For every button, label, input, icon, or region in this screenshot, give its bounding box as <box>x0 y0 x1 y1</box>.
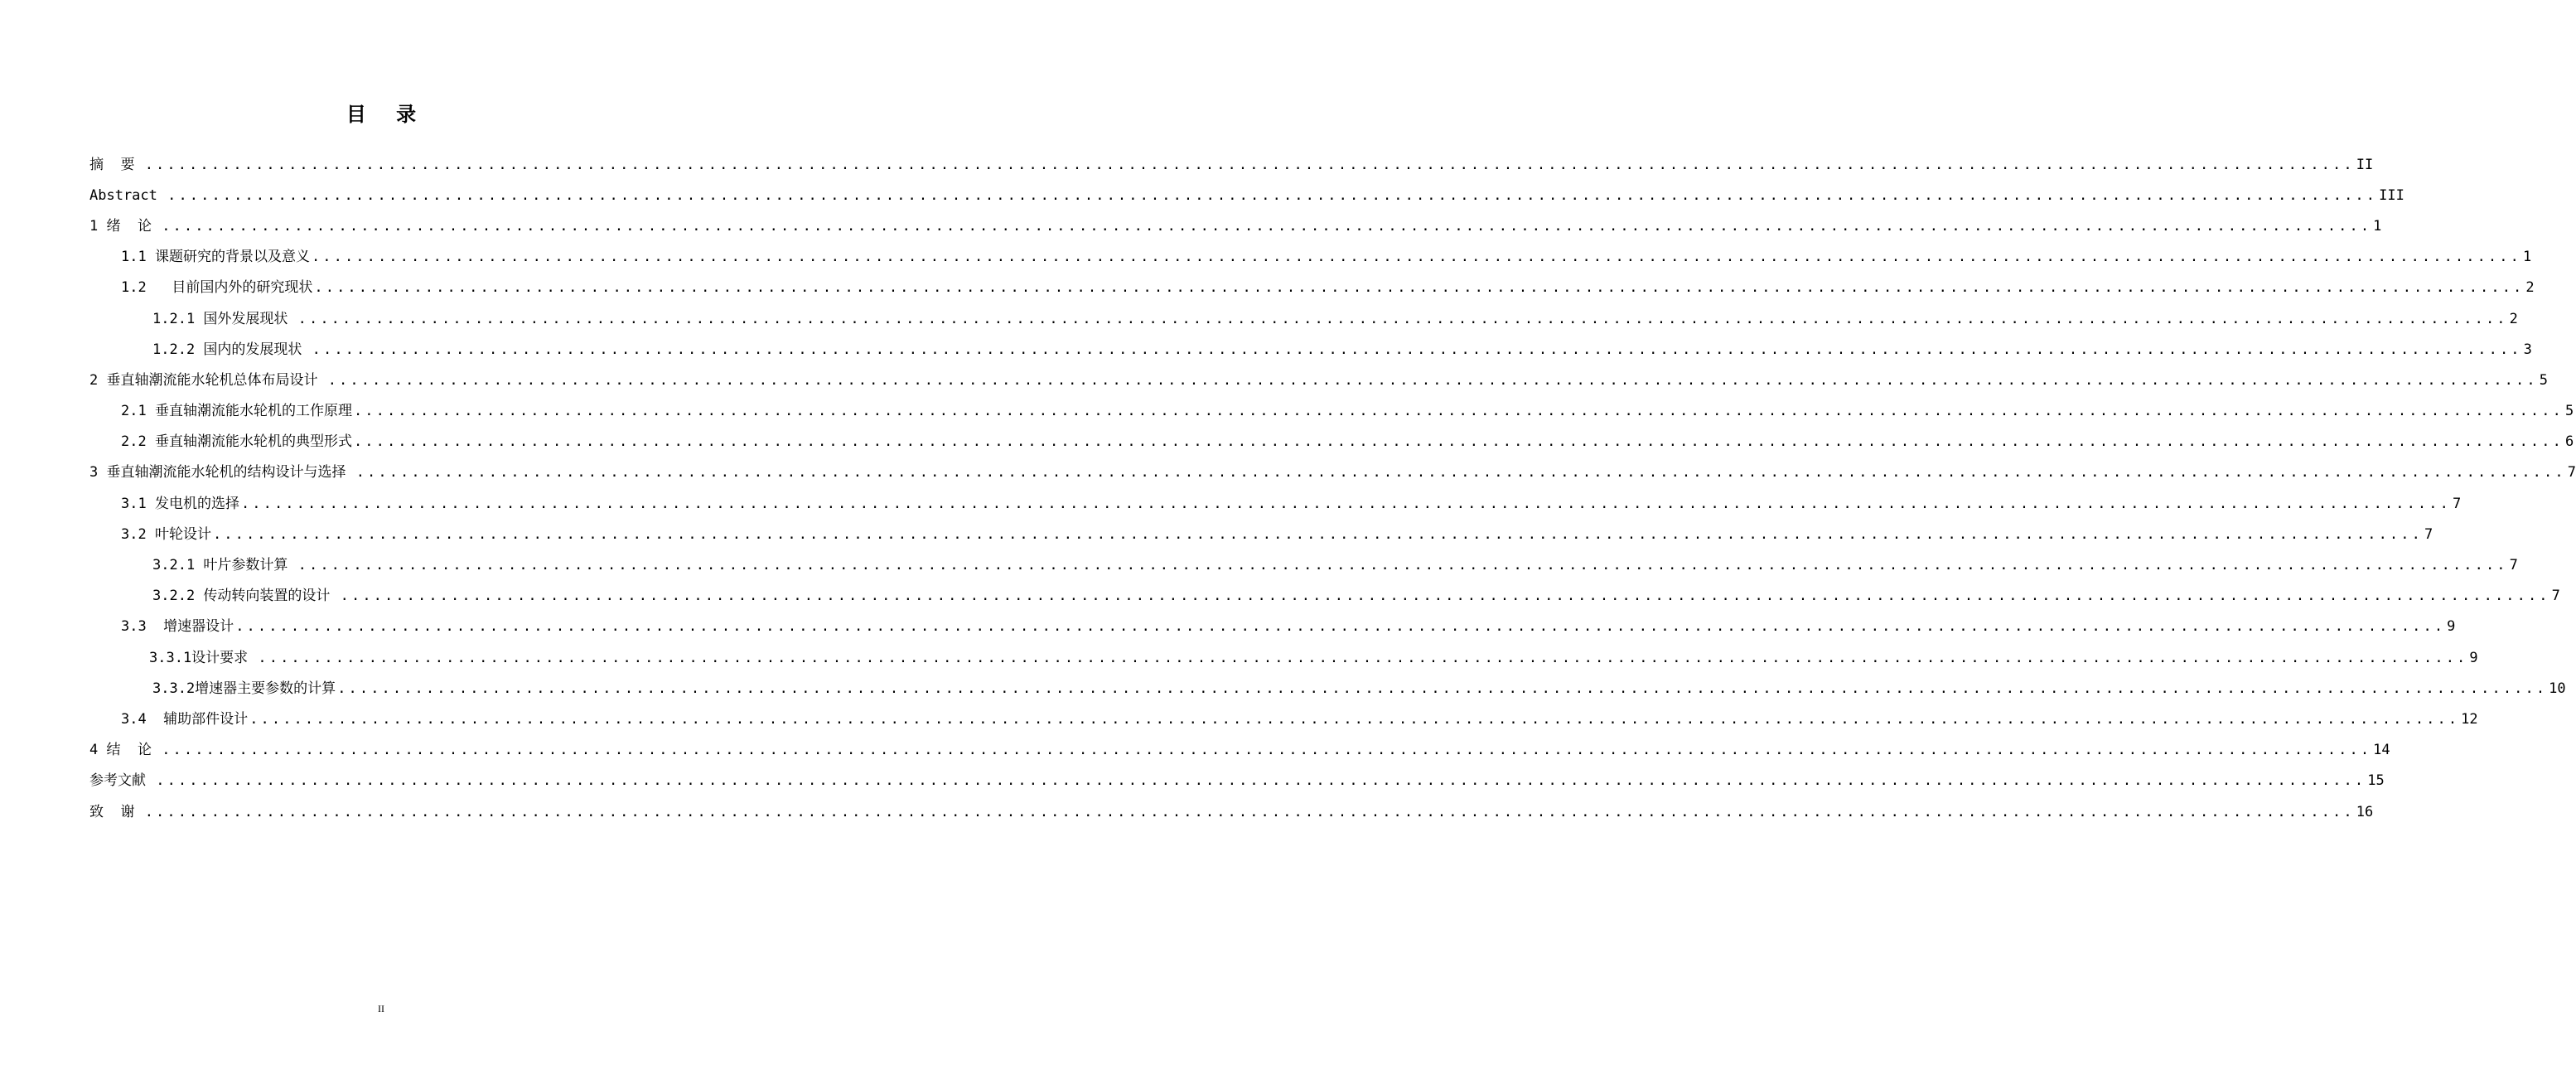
toc-entry-page-number: 2 <box>2525 279 2535 297</box>
toc-entry-page-number: II <box>2356 156 2374 173</box>
toc-entry-label: 3.3 增速器设计 <box>121 618 234 636</box>
toc-leader-dots: ........................................................................................................................................................................................................ <box>312 341 2522 358</box>
toc-entry-page-number: 3 <box>2523 341 2532 358</box>
toc-entry-page-number: 1 <box>2522 249 2532 266</box>
toc-entry[interactable] <box>89 180 2404 210</box>
toc-entry-page-number: 6 <box>2564 433 2574 451</box>
toc-leader-dots: ........................................................................................................................................................................................................ <box>144 156 2355 173</box>
toc-entry[interactable] <box>89 612 2456 642</box>
toc-entry-label: 1 绪 论 <box>89 217 161 235</box>
toc-entry-page-number: 9 <box>2447 618 2456 636</box>
toc-leader-dots: ........................................................................................................................................................................................................ <box>144 803 2355 820</box>
toc-entry[interactable] <box>89 242 2532 273</box>
toc-entry-label: 致 谢 <box>89 803 143 820</box>
toc-leader-dots: ........................................................................................................................................................................................................ <box>212 525 2423 543</box>
toc-entry-page-number: 12 <box>2461 710 2478 728</box>
toc-entry-page-number: 7 <box>2509 557 2518 574</box>
toc-entry-label: 2 垂直轴潮流能水轮机总体布局设计 <box>89 371 326 389</box>
toc-entry-page-number: 2 <box>2509 310 2518 327</box>
toc-entry-label: 摘 要 <box>89 156 143 173</box>
toc-entry[interactable] <box>89 673 2566 704</box>
toc-entry[interactable] <box>89 210 2382 241</box>
toc-entry[interactable] <box>89 642 2478 673</box>
toc-entry[interactable] <box>89 457 2576 488</box>
toc-entry[interactable] <box>89 365 2548 395</box>
toc-leader-dots: ........................................................................................................................................................................................................ <box>314 279 2525 297</box>
toc-entry-page-number: 7 <box>2424 525 2433 543</box>
toc-entry-label: 1.2 目前国内外的研究现状 <box>121 279 313 297</box>
toc-entry[interactable] <box>89 303 2518 334</box>
toc-entry-label: 参考文献 <box>89 772 155 790</box>
toc-entry-page-number: 7 <box>2567 464 2576 481</box>
toc-entry[interactable] <box>89 704 2478 734</box>
toc-entry-label: 1.2.2 国内的发展现状 <box>152 341 311 358</box>
footer-page-number: II <box>378 1003 384 1014</box>
toc-entry-label: 3.2.2 传动转向装置的设计 <box>152 588 339 605</box>
toc-entry-page-number: III <box>2379 186 2404 204</box>
toc-entry-page-number: 7 <box>2452 495 2462 512</box>
toc-entry[interactable] <box>89 488 2462 519</box>
toc-entry-page-number: 15 <box>2367 772 2385 790</box>
toc-entry-page-number: 5 <box>2539 371 2548 389</box>
toc-entry-page-number: 10 <box>2549 680 2566 697</box>
toc-entry[interactable] <box>89 735 2390 766</box>
toc-leader-dots: ........................................................................................................................................................................................................ <box>340 588 2550 605</box>
toc-leader-dots: ........................................................................................................................................................................................................ <box>162 742 2372 759</box>
toc-leader-dots: ........................................................................................................................................................................................................ <box>240 495 2451 512</box>
toc-entry-label: 2.2 垂直轴潮流能水轮机的典型形式 <box>121 433 352 451</box>
toc-entry-label: 3.4 辅助部件设计 <box>121 710 249 728</box>
toc-entry[interactable] <box>89 273 2535 303</box>
toc-entry-page-number: 5 <box>2564 403 2574 420</box>
toc-leader-dots: ........................................................................................................................................................................................................ <box>297 557 2508 574</box>
toc-entry-label: 3.2.1 叶片参数计算 <box>152 557 297 574</box>
toc-entry[interactable] <box>89 334 2532 365</box>
toc-entry[interactable] <box>89 796 2374 827</box>
toc-entry-label: 3 垂直轴潮流能水轮机的结构设计与选择 <box>89 464 355 481</box>
toc-entry-label: 4 结 论 <box>89 742 161 759</box>
toc-entry[interactable] <box>89 396 2574 427</box>
toc-entry-page-number: 16 <box>2356 803 2374 820</box>
toc-entry[interactable] <box>89 519 2433 549</box>
toc-entry-label: 1.1 课题研究的背景以及意义 <box>121 249 310 266</box>
toc-entry-label: 3.3.1设计要求 <box>149 649 257 666</box>
toc-leader-dots: ........................................................................................................................................................................................................ <box>311 249 2521 266</box>
toc-leader-dots: ........................................................................................................................................................................................................ <box>167 186 2378 204</box>
toc-entry-label: 2.1 垂直轴潮流能水轮机的工作原理 <box>121 403 352 420</box>
toc-entry-label: 3.1 发电机的选择 <box>121 495 239 512</box>
toc-entry[interactable] <box>89 766 2385 796</box>
toc-leader-dots: ........................................................................................................................................................................................................ <box>337 680 2548 697</box>
toc-leader-dots: ........................................................................................................................................................................................................ <box>249 710 2460 728</box>
toc-leader-dots: ........................................................................................................................................................................................................ <box>353 403 2564 420</box>
toc-entry-label: Abstract <box>89 186 167 204</box>
toc-entry[interactable] <box>89 581 2560 612</box>
page-title: 目 录 <box>346 102 428 126</box>
toc-entry-page-number: 7 <box>2551 588 2560 605</box>
toc-entry-page-number: 14 <box>2373 742 2390 759</box>
toc-entry-label: 1.2.1 国外发展现状 <box>152 310 297 327</box>
toc-entry-page-number: 9 <box>2469 649 2478 666</box>
toc-leader-dots: ........................................................................................................................................................................................................ <box>156 772 2366 790</box>
toc-entry-page-number: 1 <box>2373 217 2382 235</box>
toc-leader-dots: ........................................................................................................................................................................................................ <box>162 217 2372 235</box>
toc-entry-label: 3.2 叶轮设计 <box>121 525 211 543</box>
toc-leader-dots: ........................................................................................................................................................................................................ <box>235 618 2446 636</box>
toc-entry-label: 3.3.2增速器主要参数的计算 <box>152 680 336 697</box>
toc-leader-dots: ........................................................................................................................................................................................................ <box>297 310 2508 327</box>
toc-leader-dots: ........................................................................................................................................................................................................ <box>355 464 2566 481</box>
toc-entry[interactable] <box>89 427 2574 457</box>
toc-leader-dots: ........................................................................................................................................................................................................ <box>353 433 2564 451</box>
toc-leader-dots: ........................................................................................................................................................................................................ <box>327 371 2538 389</box>
table-of-contents <box>89 149 2576 827</box>
toc-entry[interactable] <box>89 149 2374 180</box>
toc-leader-dots: ........................................................................................................................................................................................................ <box>258 649 2468 666</box>
toc-entry[interactable] <box>89 549 2518 580</box>
